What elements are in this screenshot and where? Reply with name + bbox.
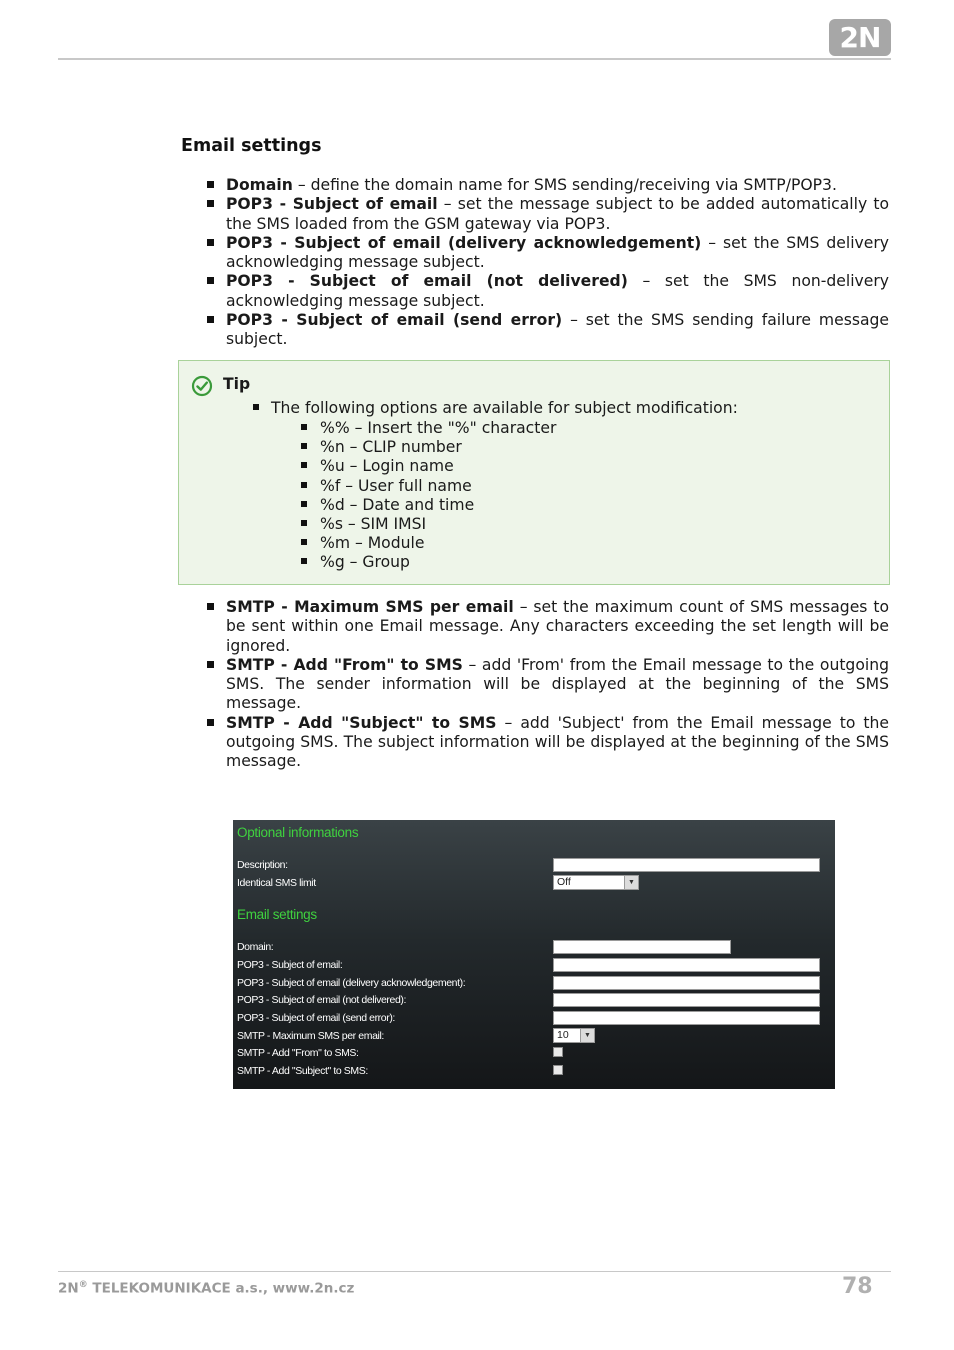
identical-sms-limit-select[interactable] (553, 875, 639, 890)
company-rest: TELEKOMUNIKACE a.s., www.2n.cz (87, 1280, 355, 1297)
subject-send-error-label: POP3 - Subject of email (send error): (237, 1012, 395, 1024)
list-item: %g – Group (320, 553, 556, 572)
subject-ack-input[interactable] (553, 976, 820, 990)
term: POP3 - Subject of email (not delivered) (226, 272, 628, 291)
list-item (226, 272, 889, 311)
term: POP3 - Subject of email (226, 195, 438, 214)
list-item: %n – CLIP number (320, 438, 556, 457)
term: Domain (226, 176, 293, 194)
list-item: %s – SIM IMSI (320, 515, 556, 534)
tip-options-list (320, 419, 556, 573)
selected-value: Off (557, 876, 571, 888)
description: – add 'From' from the Email message to the outgoing SMS. The sender information will be displayed at the beginning of the SMS message. (226, 655, 889, 713)
list-item (226, 176, 889, 195)
tip-box (178, 360, 890, 585)
registered-mark: ® (78, 1280, 88, 1290)
settings-list-bottom (226, 598, 889, 772)
list-item (226, 234, 889, 273)
tip-title: Tip (223, 375, 251, 393)
description: – define the domain name for SMS sending/receiving via SMTP/POP3. (292, 176, 837, 194)
domain-input[interactable] (553, 940, 731, 954)
subject-not-delivered-label: POP3 - Subject of email (not delivered): (237, 994, 407, 1006)
list-item (226, 598, 889, 656)
add-from-checkbox[interactable] (553, 1047, 563, 1057)
description: – set the maximum count of SMS messages to be sent within one Email message. Any characters exceeding the set length will be ignored. (226, 598, 890, 655)
list-item: %f – User full name (320, 477, 556, 496)
subject-label: POP3 - Subject of email: (237, 959, 343, 971)
company-prefix: 2N (58, 1280, 79, 1297)
description: – set the SMS delivery acknowledging message subject. (226, 233, 890, 272)
settings-panel (233, 820, 835, 1089)
tip-intro: The following options are available for subject modification: (271, 399, 738, 417)
term: SMTP - Add "From" to SMS (226, 655, 463, 674)
description: – add 'Subject' from the Email message to the outgoing SMS. The subject information will be displayed at the beginning of the SMS message. (226, 713, 889, 771)
description: – set the SMS sending failure message subject. (226, 311, 889, 349)
settings-list-top (226, 176, 889, 350)
description: – set the message subject to be added automatically to the SMS loaded from the GSM gateway via POP3. (226, 195, 889, 233)
section-title: Email settings (181, 136, 322, 156)
term: POP3 - Subject of email (send error) (226, 311, 563, 330)
term: SMTP - Add "Subject" to SMS (226, 713, 497, 732)
term: SMTP - Maximum SMS per email (226, 598, 514, 616)
subject-input[interactable] (553, 958, 820, 972)
list-item: %% – Insert the "%" character (320, 419, 557, 437)
chevron-down-icon: ▼ (624, 876, 638, 889)
subject-ack-label: POP3 - Subject of email (delivery acknowledgement): (237, 977, 466, 989)
description: – set the SMS non-delivery acknowledging message subject. (226, 272, 890, 310)
add-from-label: SMTP - Add "From" to SMS: (237, 1047, 359, 1059)
max-sms-label: SMTP - Maximum SMS per email: (237, 1030, 384, 1042)
list-item (226, 714, 889, 772)
page-number: 78 (842, 1274, 873, 1299)
footer-company (58, 1280, 354, 1297)
description-label: Description: (237, 859, 288, 871)
selected-value: 10 (557, 1029, 569, 1041)
description-input[interactable] (553, 858, 820, 872)
header-divider (58, 58, 891, 60)
max-sms-select[interactable] (553, 1028, 595, 1043)
company-logo: 2N (829, 19, 891, 56)
footer-divider (58, 1271, 891, 1272)
optional-info-heading: Optional informations (237, 825, 359, 840)
list-item: %m – Module (320, 534, 556, 553)
subject-send-error-input[interactable] (553, 1011, 820, 1025)
list-item: %u – Login name (320, 457, 556, 476)
domain-label: Domain: (237, 941, 274, 953)
list-item (226, 656, 889, 714)
term: POP3 - Subject of email (delivery acknowledgement) (226, 233, 702, 252)
list-item: %d – Date and time (320, 496, 556, 515)
list-item (226, 195, 889, 234)
email-settings-heading: Email settings (237, 907, 317, 922)
identical-sms-limit-label: Identical SMS limit (237, 877, 316, 889)
add-subject-checkbox[interactable] (553, 1065, 563, 1075)
subject-not-delivered-input[interactable] (553, 993, 820, 1007)
check-circle-icon (191, 375, 213, 397)
add-subject-label: SMTP - Add "Subject" to SMS: (237, 1065, 368, 1077)
list-item (226, 311, 889, 350)
chevron-down-icon: ▼ (580, 1029, 594, 1042)
